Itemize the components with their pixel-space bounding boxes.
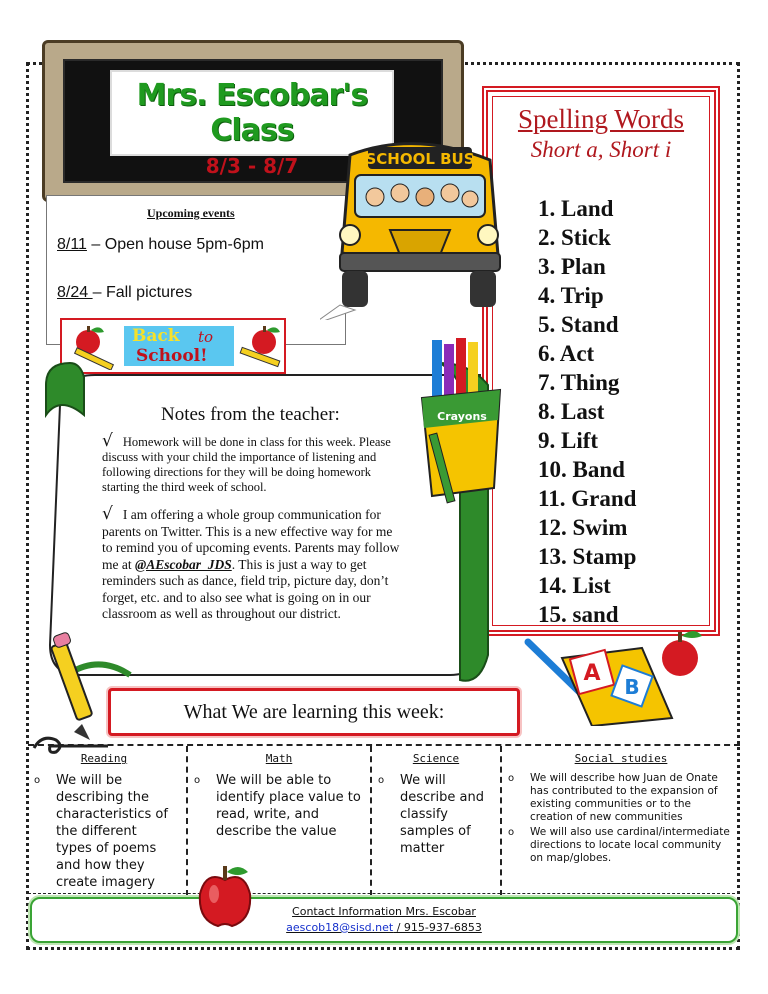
spelling-word: 9. Lift (538, 428, 599, 453)
spelling-word: 7. Thing (538, 370, 620, 395)
contact-info (32, 921, 736, 934)
note-twitter (102, 506, 402, 623)
spelling-word: 2. Stick (538, 225, 611, 250)
science-text: We will describe and classify samples of matter (400, 773, 484, 856)
spelling-word: 1. Land (538, 196, 614, 221)
check-icon: √ (102, 431, 113, 451)
math-body (194, 772, 366, 840)
event-item (57, 284, 192, 302)
spelling-word-list (538, 194, 636, 629)
spelling-word: 6. Act (538, 341, 595, 366)
crayon-box-label: Crayons (437, 410, 487, 423)
reading-heading: Reading (80, 752, 128, 765)
spelling-word: 13. Stamp (538, 544, 637, 569)
event-text: – Open house 5pm-6pm (86, 236, 264, 253)
bus-label: SCHOOL BUS (365, 150, 475, 168)
spelling-title: Spelling Words (517, 104, 685, 134)
events-heading: Upcoming events (147, 206, 235, 220)
event-text: – Fall pictures (92, 284, 193, 301)
spelling-word: 8. Last (538, 399, 605, 424)
contact-box (30, 897, 738, 943)
school-bus-icon (320, 135, 510, 320)
science-body (378, 772, 496, 857)
spelling-word: 4. Trip (538, 283, 604, 308)
subject-columns (28, 744, 740, 894)
event-item (57, 236, 264, 254)
math-text: We will be able to identify place value to read, write, and describe the value (216, 773, 361, 839)
column-social-studies (500, 746, 740, 896)
apple-icon (196, 864, 254, 930)
math-heading: Math (265, 752, 293, 765)
spelling-box (482, 86, 720, 636)
note-homework-text: Homework will be done in class for this week. Please discuss with your child the importance of listening and following directions for they will be doing homework starting the third week of school. (102, 435, 391, 494)
event-date: 8/11 (57, 236, 87, 253)
banner-school: School! (136, 346, 208, 366)
class-title: Mrs. Escobar's Class (136, 78, 368, 148)
spelling-word: 12. Swim (538, 515, 628, 540)
bullet-icon: o (508, 827, 515, 838)
check-icon: √ (102, 504, 113, 524)
spelling-word: 11. Grand (538, 486, 637, 511)
spelling-word: 5. Stand (538, 312, 619, 337)
bullet-icon: o (378, 775, 385, 786)
spelling-subtitle: Short a, Short i (530, 137, 672, 162)
social-body (508, 772, 736, 865)
phone-number: / 915-937-6853 (393, 921, 482, 934)
note-homework (102, 431, 402, 495)
spelling-word: 14. List (538, 573, 611, 598)
event-date: 8/24 (57, 284, 93, 301)
banner-to: to (198, 328, 214, 346)
banner-back: Back (132, 326, 180, 346)
week-dates: 8/3 - 8/7 (205, 154, 299, 178)
reading-body (34, 772, 176, 891)
pencil-icon (46, 632, 106, 742)
learning-banner (108, 688, 520, 736)
bullet-icon: o (508, 773, 515, 784)
science-heading: Science (412, 752, 460, 765)
svg-text:A: A (583, 661, 601, 686)
abc-blocks-icon (522, 618, 708, 726)
social-text-1: We will describe how Juan de Onate has contributed to the expansion of existing communities or to the creation of new communities (530, 772, 718, 823)
reading-text: We will be describing the characteristics of the different types of poems and how they create imagery (56, 773, 168, 890)
bullet-icon: o (194, 775, 201, 786)
spelling-word: 10. Band (538, 457, 625, 482)
column-reading (28, 746, 180, 896)
email-link[interactable]: aescob18@sisd.net (286, 921, 394, 934)
spelling-word: 15. sand (538, 602, 619, 627)
column-science (370, 746, 500, 896)
learning-heading: What We are learning this week: (183, 701, 445, 723)
crayon-box-icon (418, 338, 504, 508)
social-heading: Social studies (574, 752, 668, 765)
twitter-handle: @AEscobar_JDS (135, 556, 232, 572)
note-twitter-text-2: . This is just a way to get reminders such as dance, field trip, picture day, don’t forget, etc. and to also see what is going on in our classroom as well as throughout our district. (102, 556, 389, 621)
notes-heading: Notes from the teacher: (161, 404, 340, 425)
social-text-2: We will also use cardinal/intermediate directions to locate local community on map/globes. (530, 826, 730, 864)
contact-name: Contact Information Mrs. Escobar (292, 905, 476, 918)
bullet-icon: o (34, 775, 41, 786)
note-twitter-text-1: I am offering a whole group communication for parents on Twitter. This is a new effective way for me to remind you of upcoming events. Parents may follow me at (102, 507, 400, 572)
svg-text:B: B (624, 675, 640, 699)
spelling-word: 3. Plan (538, 254, 606, 279)
